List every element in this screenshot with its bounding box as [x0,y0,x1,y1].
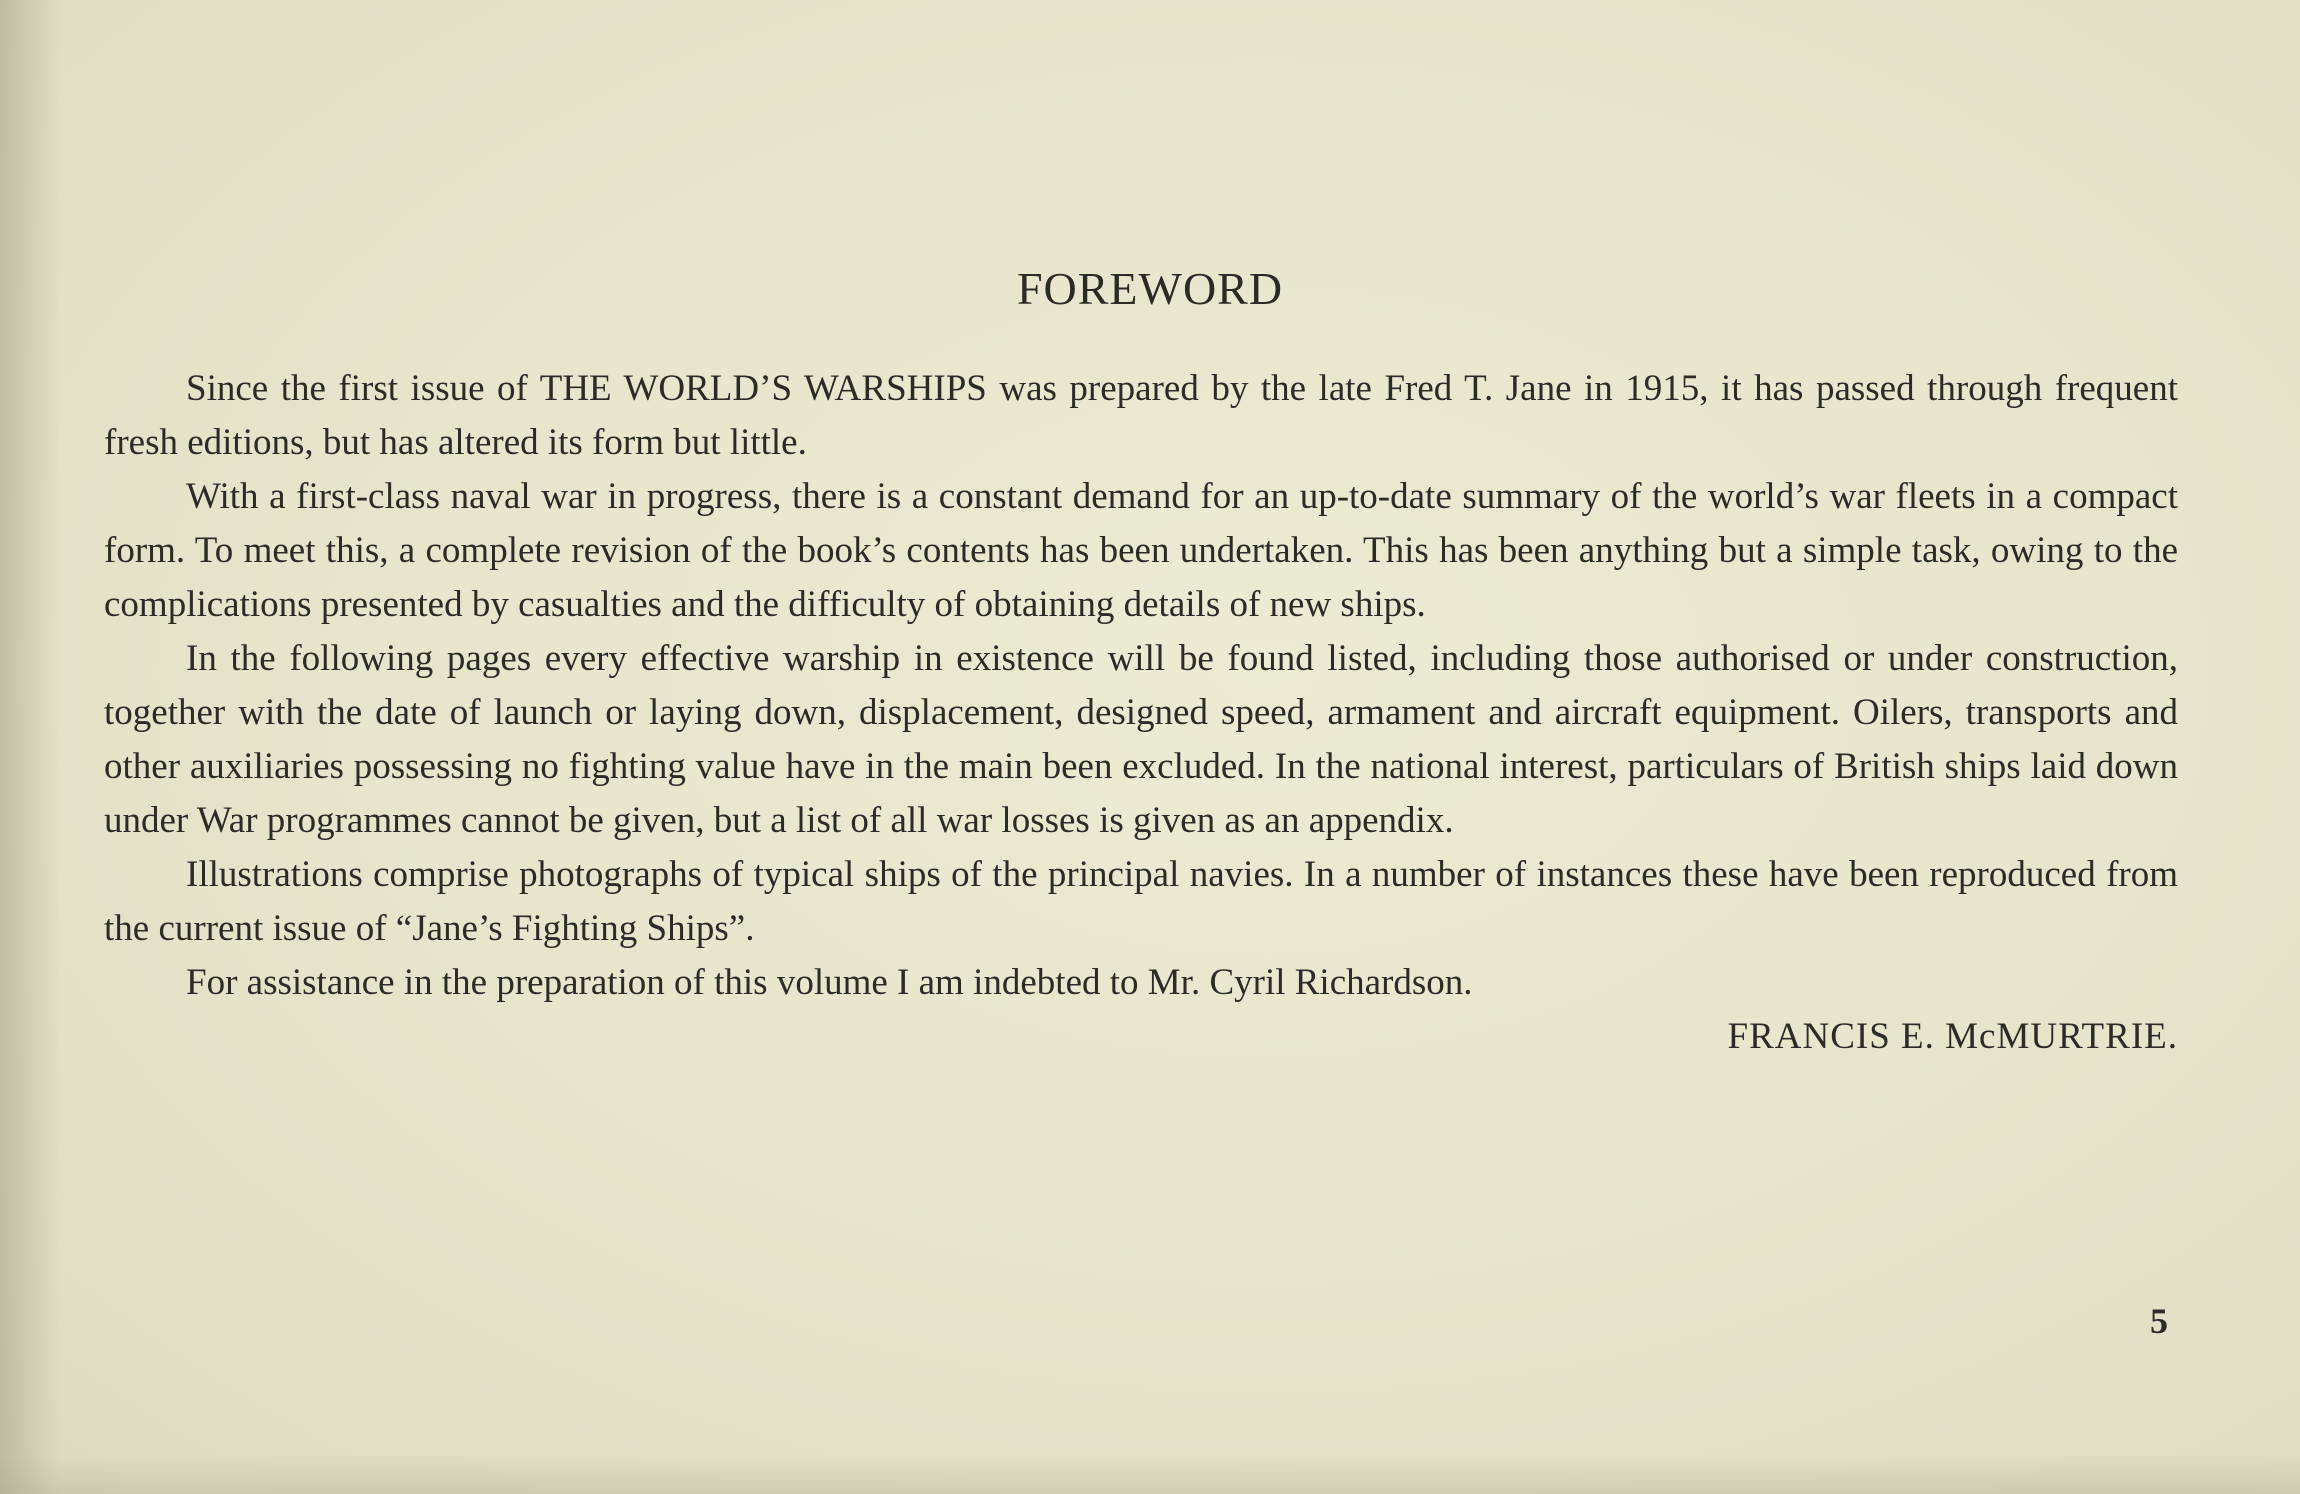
paragraph-illustrations: Illustrations comprise photographs of typical ships of the principal navies. In a number of instances these have been reproduced from the current issue of “Jane’s Fighting Ships”. [104,854,2178,949]
paragraph-first-issue: Since the first issue of THE WORLD’S WARSHIPS was prepared by the late Fred T. Jane in 1915, it has passed through frequent fresh editions, but has altered its form but little. [104,368,2178,463]
paragraph-acknowledgement: For assistance in the preparation of this volume I am indebted to Mr. Cyril Richardson. [186,962,1473,1003]
paragraph-naval-war: With a first-class naval war in progress, there is a constant demand for an up-to-date summary of the world’s war fleets in a compact form. To meet this, a complete revision of the book’s contents has been undertaken. This has been anything but a simple task, owing to the complications presented by casualties and the difficulty of obtaining details of new ships. [104,476,2178,625]
paragraph-following-pages: In the following pages every effective warship in existence will be found listed, including those authorised or under construction, together with the date of launch or laying down, displacement, designed speed, armament and aircraft equipment. Oilers, transports and other auxiliaries possessing no fighting value have in the main been excluded. In the national interest, particulars of British ships laid down under War programmes cannot be given, but a list of all war losses is given as an appendix. [104,638,2178,841]
page-number: 5 [2150,1301,2168,1341]
page-edge-shadow [0,1454,2300,1494]
binding-gutter-shadow [0,0,60,1494]
foreword-body [104,362,2178,1064]
page-title: FOREWORD [1016,263,1284,314]
author-signature: FRANCIS E. McMURTRIE. [1727,1016,2178,1057]
